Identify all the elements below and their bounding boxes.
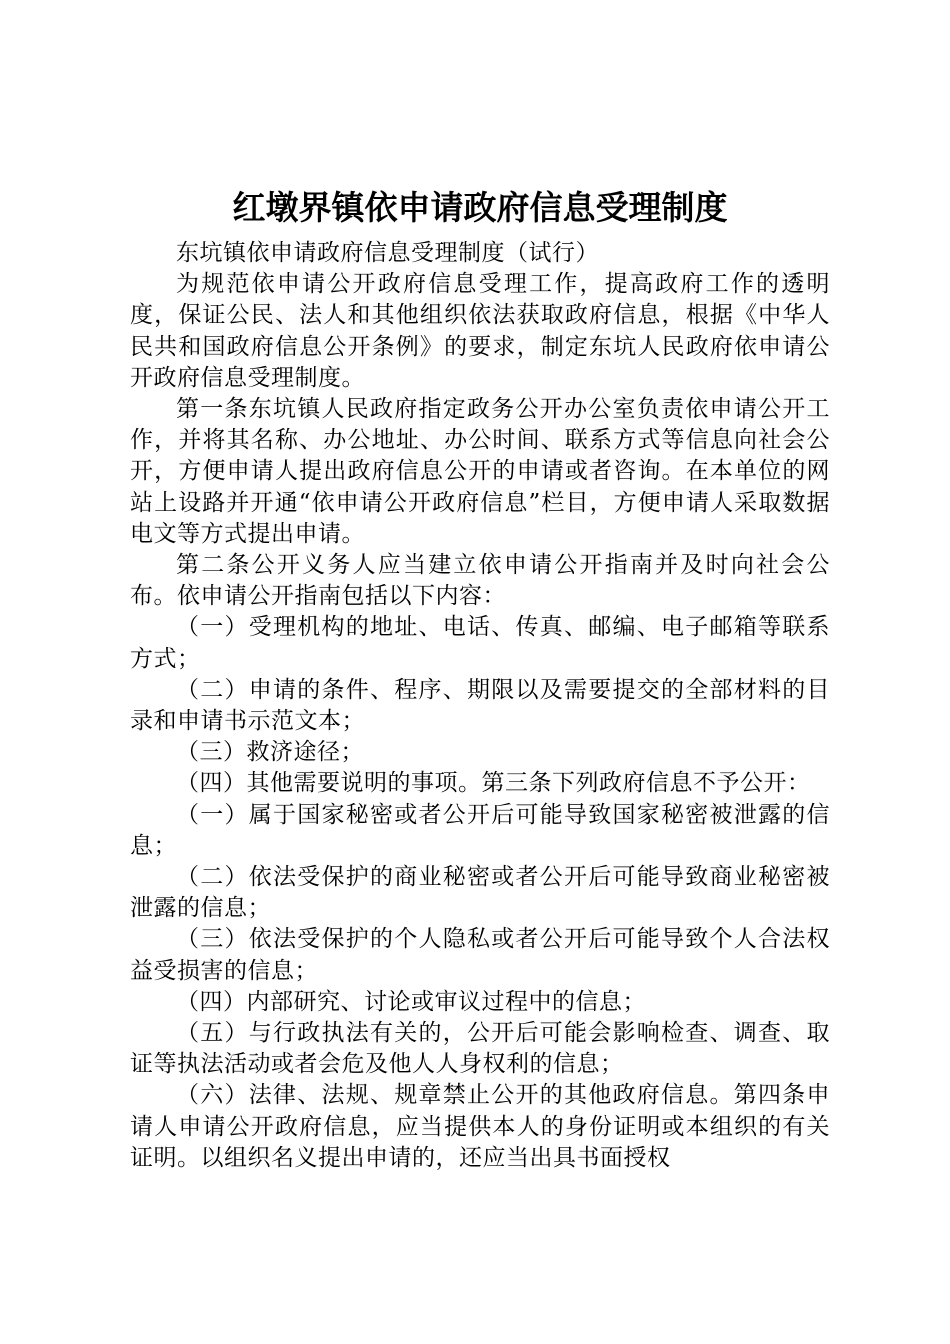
paragraph: （二）申请的条件、程序、期限以及需要提交的全部材料的目录和申请书示范文本； (130, 676, 830, 735)
paragraph: 第二条公开义务人应当建立依申请公开指南并及时向社会公布。依申请公开指南包括以下内容： (130, 552, 830, 610)
document-body (130, 238, 830, 1174)
document-page (130, 184, 830, 1174)
paragraph: （三）依法受保护的个人隐私或者公开后可能导致个人合法权益受损害的信息； (130, 926, 830, 984)
paragraph: （三）救济途径； (176, 739, 364, 766)
paragraph: （一）属于国家秘密或者公开后可能导致国家秘密被泄露的信息； (130, 801, 830, 859)
paragraph: （四）其他需要说明的事项。第三条下列政府信息不予公开： (176, 770, 811, 797)
paragraph: 第一条东坑镇人民政府指定政务公开办公室负责依申请公开工作，并将其名称、办公地址、办公时间、联系方式等信息向社会公开，方便申请人提出政府信息公开的申请或者咨询。在本单位的网站上设路并开通“依申请公开政府信息”栏目，方便申请人采取数据电文等方式提出申请。 (130, 396, 830, 547)
document-title: 红墩界镇依申请政府信息受理制度 (232, 188, 728, 227)
paragraph: （二）依法受保护的商业秘密或者公开后可能导致商业秘密被泄露的信息； (130, 864, 830, 922)
paragraph: （六）法律、法规、规章禁止公开的其他政府信息。第四条申请人申请公开政府信息，应当提供本人的身份证明或本组织的有关证明。以组织名义提出申请的，还应当出具书面授权 (130, 1082, 830, 1171)
paragraph: （四）内部研究、讨论或审议过程中的信息； (176, 988, 646, 1015)
paragraph: 为规范依申请公开政府信息受理工作，提高政府工作的透明度，保证公民、法人和其他组织依法获取政府信息，根据《中华人民共和国政府信息公开条例》的要求，制定东坑人民政府依申请公开政府信息受理制度。 (130, 271, 830, 391)
paragraph: 东坑镇依申请政府信息受理制度（试行） (176, 240, 599, 266)
paragraph: （一）受理机构的地址、电话、传真、邮编、电子邮箱等联系方式； (130, 614, 830, 672)
paragraph: （五）与行政执法有关的，公开后可能会影响检查、调查、取证等执法活动或者会危及他人人身权利的信息； (130, 1020, 830, 1078)
